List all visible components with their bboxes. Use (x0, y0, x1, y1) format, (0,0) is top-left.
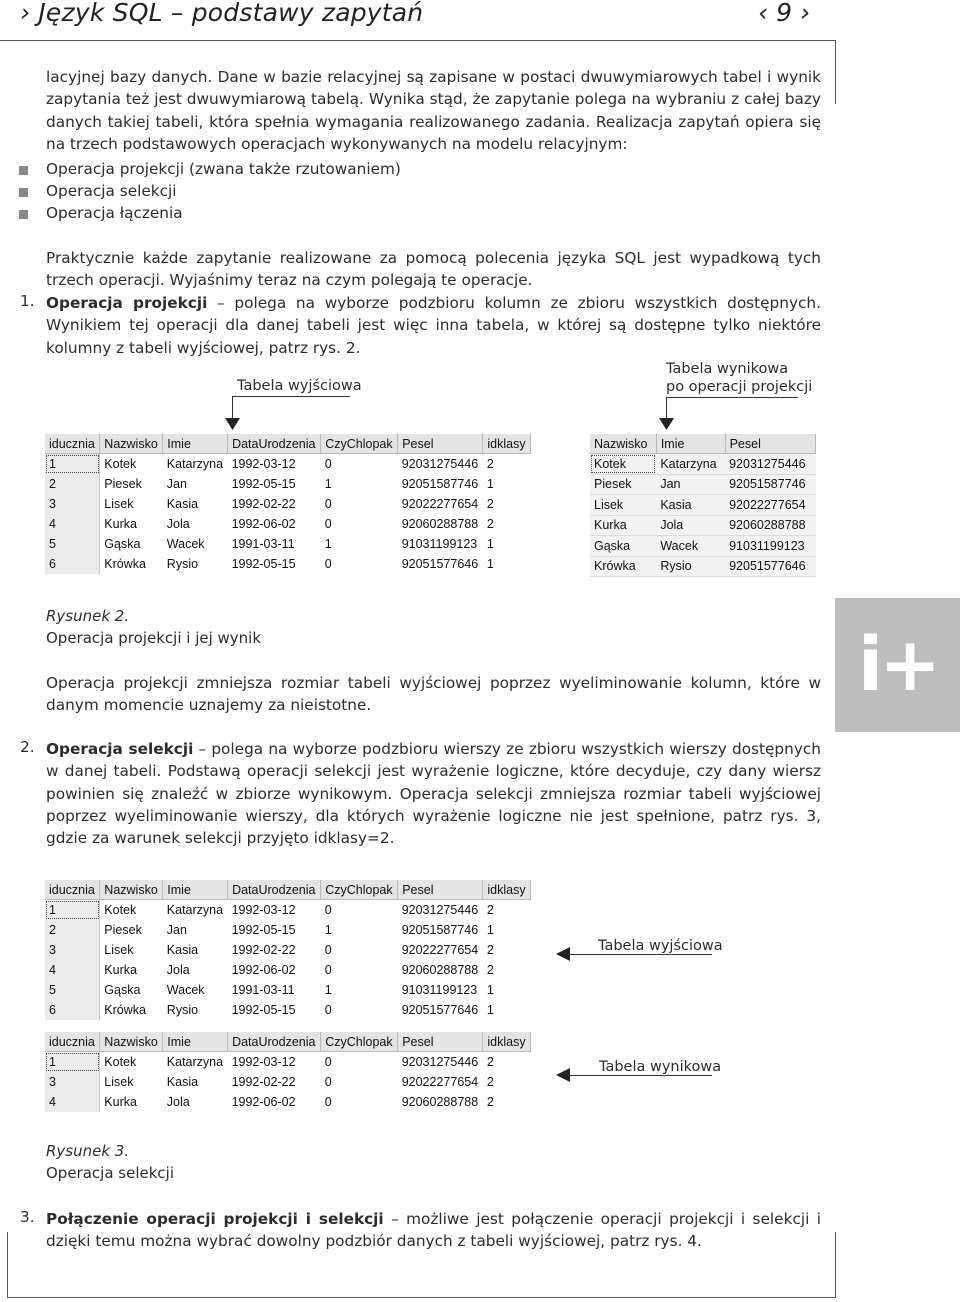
table-cell[interactable]: 0 (324, 903, 332, 917)
column-header[interactable]: iducznia (45, 434, 100, 454)
table-cell[interactable]: Kasia (166, 1075, 199, 1089)
table-cell[interactable]: Kasia (166, 497, 199, 511)
figure-3-title: Operacja selekcji (46, 1164, 174, 1182)
table-cell[interactable]: Lisek (104, 497, 134, 511)
item-number: 3. (20, 1208, 35, 1226)
table-cell[interactable]: 2 (486, 457, 494, 471)
table-cell[interactable]: 92060288788 (401, 517, 479, 531)
table-cell[interactable]: Jan (656, 474, 725, 495)
paragraph-3-text: Operacja projekcji zmniejsza rozmiar tabeli wyjściowej poprzez wyeliminowanie kolumn, które w danym momencie uznajemy za nieistotne. (46, 674, 821, 715)
table-cell[interactable]: 6 (45, 1000, 100, 1020)
table-cell[interactable]: Wacek (166, 983, 205, 997)
column-header[interactable]: idklasy (483, 1032, 531, 1052)
column-header[interactable]: idklasy (483, 434, 531, 454)
table-cell[interactable]: 3 (45, 940, 100, 960)
column-header[interactable]: iducznia (45, 880, 100, 900)
column-header[interactable]: Pesel (398, 434, 483, 454)
table-cell[interactable]: 1 (324, 477, 332, 491)
item-number: 1. (20, 292, 35, 310)
table-row[interactable] (590, 474, 816, 495)
table-row[interactable] (45, 980, 531, 1000)
label-underline (666, 397, 798, 398)
table-cell[interactable]: Gąska (104, 537, 141, 551)
item-3-text: – możliwe jest połączenie operacji projekcji i selekcji i dzięki temu można wybrać dowolny podzbiór danych z tabeli wyjściowej, patrz rys. 4. (46, 1210, 822, 1251)
table-cell[interactable]: Rysio (166, 557, 199, 571)
table-row[interactable] (590, 454, 816, 475)
table-cell[interactable]: 3 (45, 494, 100, 514)
selection-result-table (45, 1032, 531, 1112)
column-header[interactable]: Imie (656, 434, 725, 454)
table-row[interactable] (45, 1000, 531, 1020)
item-3-title: Połączenie operacji projekcji i selekcji (46, 1210, 384, 1228)
table-cell[interactable]: 92031275446 (401, 457, 479, 471)
table-cell[interactable]: 5 (45, 534, 100, 554)
table-cell[interactable]: Kotek (104, 457, 137, 471)
table-cell[interactable]: 1992-02-22 (231, 497, 296, 511)
bullet-item: Operacja łączenia (46, 204, 183, 222)
header-rule-vertical (835, 40, 836, 104)
table-cell[interactable]: Krówka (104, 557, 146, 571)
item-1-title: Operacja projekcji (46, 294, 208, 312)
figure-2-title: Operacja projekcji i jej wynik (46, 629, 262, 647)
table-cell[interactable]: 0 (324, 517, 332, 531)
table-cell[interactable]: Katarzyna (166, 1055, 224, 1069)
table-cell[interactable]: 1 (486, 983, 494, 997)
bullet-item: Operacja projekcji (zwana także rzutowaniem) (46, 160, 401, 178)
table-header-row (45, 434, 531, 454)
table-cell[interactable]: 4 (45, 960, 100, 980)
table-cell[interactable]: 1992-02-22 (231, 1075, 296, 1089)
table-cell[interactable]: 92051587746 (401, 477, 479, 491)
bullet-square-icon (19, 166, 28, 175)
table-cell[interactable]: Katarzyna (656, 454, 725, 475)
item-2-paragraph (46, 738, 821, 849)
table-row[interactable] (45, 554, 531, 574)
table-cell[interactable]: 1 (486, 477, 494, 491)
table-cell[interactable]: 2 (486, 943, 494, 957)
table-cell[interactable]: 2 (45, 474, 100, 494)
table-row[interactable] (590, 495, 816, 516)
table-cell[interactable]: 1992-03-12 (231, 457, 296, 471)
table-row[interactable] (45, 900, 531, 921)
table-cell[interactable]: 2 (486, 963, 494, 977)
column-header[interactable]: CzyChlopak (321, 434, 398, 454)
label-result-table-sub: po operacji projekcji (666, 379, 813, 395)
column-header[interactable]: Imie (163, 1032, 228, 1052)
table-cell[interactable]: 0 (324, 497, 332, 511)
column-header[interactable]: Pesel (398, 1032, 483, 1052)
table-cell[interactable]: Kurka (104, 963, 137, 977)
table-cell[interactable]: 2 (45, 920, 100, 940)
table-cell[interactable]: 1991-03-11 (231, 983, 295, 997)
table-cell[interactable]: 1 (45, 1052, 100, 1073)
column-header[interactable]: CzyChlopak (321, 1032, 398, 1052)
item-1-text: – polega na wyborze podzbioru kolumn ze zbioru wszystkich dostępnych. Wynikiem tej operacji dla danej tabeli jest więc inna tabela, w której są dostępne tylko niektóre kolumny z tabeli wyjściowej, patrz rys. 2. (46, 294, 821, 357)
table-row[interactable] (45, 940, 531, 960)
table-cell[interactable]: 1992-03-12 (231, 903, 296, 917)
table-cell[interactable]: Jan (166, 923, 187, 937)
figure-2-caption (46, 605, 261, 649)
table-cell[interactable]: Lisek (590, 495, 656, 516)
table-cell[interactable]: Jola (656, 515, 725, 536)
table-cell[interactable]: Kasia (656, 495, 725, 516)
table-cell[interactable]: 1992-05-15 (231, 477, 296, 491)
table-cell[interactable]: 1992-05-15 (231, 1003, 296, 1017)
table-cell[interactable]: Piesek (590, 474, 656, 495)
table-cell[interactable]: 91031199123 (401, 983, 478, 997)
table-cell[interactable]: Jola (166, 517, 190, 531)
table-cell[interactable]: 1 (486, 1003, 494, 1017)
footer-rule-right (835, 1232, 836, 1298)
table-cell[interactable]: 92031275446 (401, 1055, 479, 1069)
item-number: 2. (20, 738, 35, 756)
table-row[interactable] (45, 454, 531, 475)
table-row[interactable] (45, 474, 531, 494)
table-row[interactable] (590, 515, 816, 536)
paragraph-2 (46, 247, 821, 292)
table-cell[interactable]: 2 (486, 1055, 494, 1069)
bullet-item: Operacja selekcji (46, 182, 177, 200)
table-cell[interactable]: 1 (486, 923, 494, 937)
table-cell[interactable]: Kotek (104, 1055, 137, 1069)
column-header[interactable]: Imie (163, 880, 228, 900)
table-cell[interactable]: 92022277654 (401, 497, 479, 511)
table-body (590, 454, 816, 577)
table-cell[interactable]: 5 (45, 980, 100, 1000)
table-cell[interactable]: Gąska (104, 983, 141, 997)
label-result-table: Tabela wynikowa (599, 1059, 722, 1075)
column-header[interactable]: DataUrodzenia (228, 880, 321, 900)
table-cell[interactable]: Kurka (104, 1095, 137, 1109)
label-underline (232, 396, 350, 397)
table-cell[interactable]: Wacek (166, 537, 205, 551)
table-cell[interactable]: 2 (486, 903, 494, 917)
table-cell[interactable]: 0 (324, 457, 332, 471)
table-cell[interactable]: 0 (324, 1075, 332, 1089)
table-cell[interactable]: Jan (166, 477, 187, 491)
table-body (45, 900, 531, 1021)
table-cell[interactable]: 4 (45, 514, 100, 534)
table-cell[interactable]: Wacek (656, 536, 725, 557)
table-row[interactable] (45, 534, 531, 554)
column-header[interactable]: idklasy (483, 880, 531, 900)
table-cell[interactable]: Lisek (104, 1075, 134, 1089)
table-row[interactable] (45, 494, 531, 514)
table-cell[interactable]: 1992-05-15 (231, 557, 296, 571)
table-cell[interactable]: Rysio (166, 1003, 199, 1017)
table-row[interactable] (45, 920, 531, 940)
figure-3-number: Rysunek 3. (46, 1142, 130, 1160)
table-cell[interactable]: 1 (486, 557, 494, 571)
column-header[interactable]: iducznia (45, 1032, 100, 1052)
table-cell[interactable]: 92022277654 (401, 1075, 479, 1089)
figure-3-caption (46, 1140, 174, 1184)
table-cell[interactable]: 0 (324, 1095, 332, 1109)
table-cell[interactable]: 1 (45, 900, 100, 921)
table-cell[interactable]: Gąska (590, 536, 656, 557)
column-header[interactable]: Nazwisko (100, 880, 163, 900)
column-header[interactable]: Nazwisko (100, 434, 163, 454)
source-table (45, 434, 531, 574)
table-cell[interactable]: 2 (486, 497, 494, 511)
table-cell[interactable]: 1 (324, 983, 332, 997)
table-cell[interactable]: 92022277654 (725, 495, 815, 516)
table-header-row (590, 434, 816, 454)
table-cell[interactable]: 92031275446 (725, 454, 815, 475)
table-cell[interactable]: 0 (324, 1003, 332, 1017)
chapter-title: › Język SQL – podstawy zapytań (20, 0, 424, 27)
paragraph-3 (46, 672, 821, 717)
table-cell[interactable]: Kotek (104, 903, 137, 917)
table-cell[interactable]: 1992-03-12 (231, 1055, 296, 1069)
column-header[interactable]: Nazwisko (590, 434, 656, 454)
column-header[interactable]: Imie (163, 434, 228, 454)
item-1-paragraph (46, 292, 821, 359)
column-header[interactable]: DataUrodzenia (228, 434, 321, 454)
table-body (45, 1052, 531, 1113)
arrow-down-icon (225, 418, 240, 430)
table-cell[interactable]: 1 (486, 537, 494, 551)
table-row[interactable] (45, 1052, 531, 1073)
table-cell[interactable]: 92022277654 (401, 943, 479, 957)
table-cell[interactable]: 6 (45, 554, 100, 574)
table-cell[interactable]: 92051577646 (725, 556, 815, 577)
table-cell[interactable]: 0 (324, 963, 332, 977)
table-cell[interactable]: 4 (45, 1092, 100, 1112)
table-cell[interactable]: Kurka (590, 515, 656, 536)
table-cell[interactable]: 1 (45, 454, 100, 475)
table-cell[interactable]: 92051577646 (401, 1003, 479, 1017)
table-cell[interactable]: 1992-06-02 (231, 517, 296, 531)
table-cell[interactable]: 2 (486, 1095, 494, 1109)
bullet-square-icon (19, 188, 28, 197)
table-cell[interactable]: Rysio (656, 556, 725, 577)
projection-table (590, 434, 816, 577)
table-cell[interactable]: 1992-06-02 (231, 1095, 296, 1109)
table-cell[interactable]: 2 (486, 517, 494, 531)
table-cell[interactable]: Krówka (590, 556, 656, 577)
item-2-title: Operacja selekcji (46, 740, 194, 758)
table-cell[interactable]: 1992-06-02 (231, 963, 296, 977)
table-cell[interactable]: 92051587746 (401, 923, 479, 937)
paragraph-2-text: Praktycznie każde zapytanie realizowane za pomocą polecenia języka SQL jest wypadkową tych trzech operacji. Wyjaśnimy teraz na czym polegają te operacje. (46, 249, 821, 290)
table-cell[interactable]: 92051587746 (725, 474, 815, 495)
table-cell[interactable]: 1991-03-11 (231, 537, 295, 551)
table-header-row (45, 1032, 531, 1052)
table-row[interactable] (590, 536, 816, 557)
table-cell[interactable]: 0 (324, 557, 332, 571)
column-header[interactable]: Pesel (398, 880, 483, 900)
footer-rule-left (7, 1232, 8, 1298)
table-cell[interactable]: 92031275446 (401, 903, 479, 917)
table-row[interactable] (45, 1072, 531, 1092)
table-cell[interactable]: Lisek (104, 943, 134, 957)
figure-2-number: Rysunek 2. (46, 607, 130, 625)
bullet-square-icon (19, 210, 28, 219)
i-plus-logo: i+ (835, 598, 960, 732)
page-number: ‹ 9 › (758, 0, 810, 27)
selection-source-table (45, 880, 531, 1020)
table-row[interactable] (45, 514, 531, 534)
table-cell[interactable]: 0 (324, 943, 332, 957)
item-2-text: – polega na wyborze podzbioru wierszy ze zbioru wszystkich wierszy dostępnych w danej tabeli. Podstawą operacji selekcji jest wyrażenie logiczne, które decyduje, czy dany wiersz powinien się znaleźć w zbiorze wynikowym. Operacja selekcji zmniejsza rozmiar tabeli wyjściowej poprzez wyeliminowanie wierszy, dla których wyrażenie logiczne nie jest spełnione, patrz rys. 3, gdzie za warunek selekcji przyjęto idklasy=2. (46, 740, 821, 848)
table-cell[interactable]: 3 (45, 1072, 100, 1092)
label-source-table: Tabela wyjściowa (237, 378, 362, 394)
table-cell[interactable]: 1992-02-22 (231, 943, 296, 957)
intro-text: lacyjnej bazy danych. Dane w bazie relacyjnej są zapisane w postaci dwuwymiarowych tabel i wynik zapytania też jest dwuwymiarową tabelą. Wynika stąd, że zapytanie polega na wybraniu z całej bazy danych takiej tabeli, która spełnia wymagania realizowanego zadania. Realizacja zapytań opiera się na trzech podstawowych operacjach wykonywanych na modelu relacyjnym: (46, 68, 821, 153)
label-source-table: Tabela wyjściowa (598, 938, 723, 954)
table-cell[interactable]: 2 (486, 1075, 494, 1089)
table-row[interactable] (45, 1092, 531, 1112)
intro-paragraph (46, 66, 821, 155)
table-row[interactable] (45, 960, 531, 980)
table-cell[interactable]: Kasia (166, 943, 199, 957)
column-header[interactable]: Pesel (725, 434, 815, 454)
table-cell[interactable]: Piesek (104, 477, 142, 491)
table-cell[interactable]: Jola (166, 1095, 190, 1109)
label-result-table: Tabela wynikowa (666, 361, 789, 377)
column-header[interactable]: DataUrodzenia (228, 1032, 321, 1052)
table-cell[interactable]: Katarzyna (166, 457, 224, 471)
table-cell[interactable]: 91031199123 (725, 536, 815, 557)
table-cell[interactable]: 92051577646 (401, 557, 479, 571)
header-rule (0, 40, 836, 41)
arrow-down-icon (659, 418, 674, 430)
table-cell[interactable]: Krówka (104, 1003, 146, 1017)
table-cell[interactable]: Katarzyna (166, 903, 224, 917)
table-cell[interactable]: Kurka (104, 517, 137, 531)
column-header[interactable]: Nazwisko (100, 1032, 163, 1052)
table-cell[interactable]: 0 (324, 1055, 332, 1069)
table-cell[interactable]: 1 (324, 537, 332, 551)
table-cell[interactable]: 91031199123 (401, 537, 478, 551)
table-cell[interactable]: Kotek (590, 454, 656, 475)
table-cell[interactable]: 1992-05-15 (231, 923, 296, 937)
table-cell[interactable]: 92060288788 (401, 1095, 479, 1109)
footer-rule-bottom (7, 1297, 836, 1298)
table-cell[interactable]: Jola (166, 963, 190, 977)
table-cell[interactable]: Piesek (104, 923, 142, 937)
column-header[interactable]: CzyChlopak (321, 880, 398, 900)
item-3-paragraph (46, 1208, 821, 1253)
table-cell[interactable]: 92060288788 (725, 515, 815, 536)
table-cell[interactable]: 1 (324, 923, 332, 937)
table-row[interactable] (590, 556, 816, 577)
table-header-row (45, 880, 531, 900)
table-body (45, 454, 531, 575)
table-cell[interactable]: 92060288788 (401, 963, 479, 977)
